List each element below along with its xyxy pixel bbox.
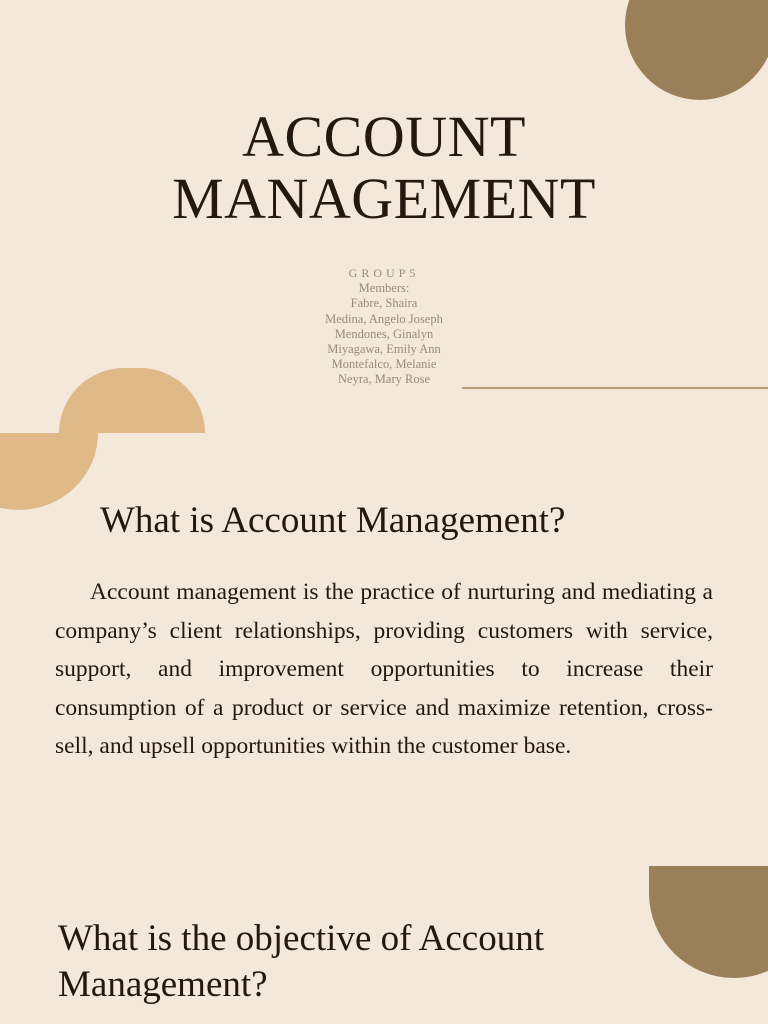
page-title — [0, 106, 768, 230]
member-item: Montefalco, Melanie — [331, 357, 437, 372]
section-body-definition: Account management is the practice of nurturing and mediating a company’s client relationships, providing customers with service, support, and improvement opportunities to increase their consumption of a product or service and maximize retention, cross-sell, and upsell opportunities within the customer base. — [55, 579, 713, 760]
member-item: Miyagawa, Emily Ann — [327, 342, 441, 357]
section-heading-definition: What is Account Management? — [100, 500, 566, 541]
group-label: GROUP5 — [348, 266, 420, 280]
decorative-half-circle — [59, 368, 205, 433]
decorative-circle-top-right — [625, 0, 768, 100]
decorative-circle-bottom-right — [649, 866, 768, 978]
title-line-1: ACCOUNT — [242, 104, 526, 169]
members-block — [234, 266, 534, 388]
members-label: Members: — [358, 281, 410, 296]
member-item: Medina, Angelo Joseph — [325, 311, 443, 326]
decorative-quarter-circle — [0, 356, 98, 510]
member-item: Mendones, Ginalyn — [334, 326, 434, 341]
member-item: Fabre, Shaira — [350, 296, 418, 311]
member-item: Neyra, Mary Rose — [338, 372, 430, 387]
title-line-2: MANAGEMENT — [172, 166, 596, 231]
section-heading-objective: What is the objective of Account Management? — [58, 918, 544, 1005]
